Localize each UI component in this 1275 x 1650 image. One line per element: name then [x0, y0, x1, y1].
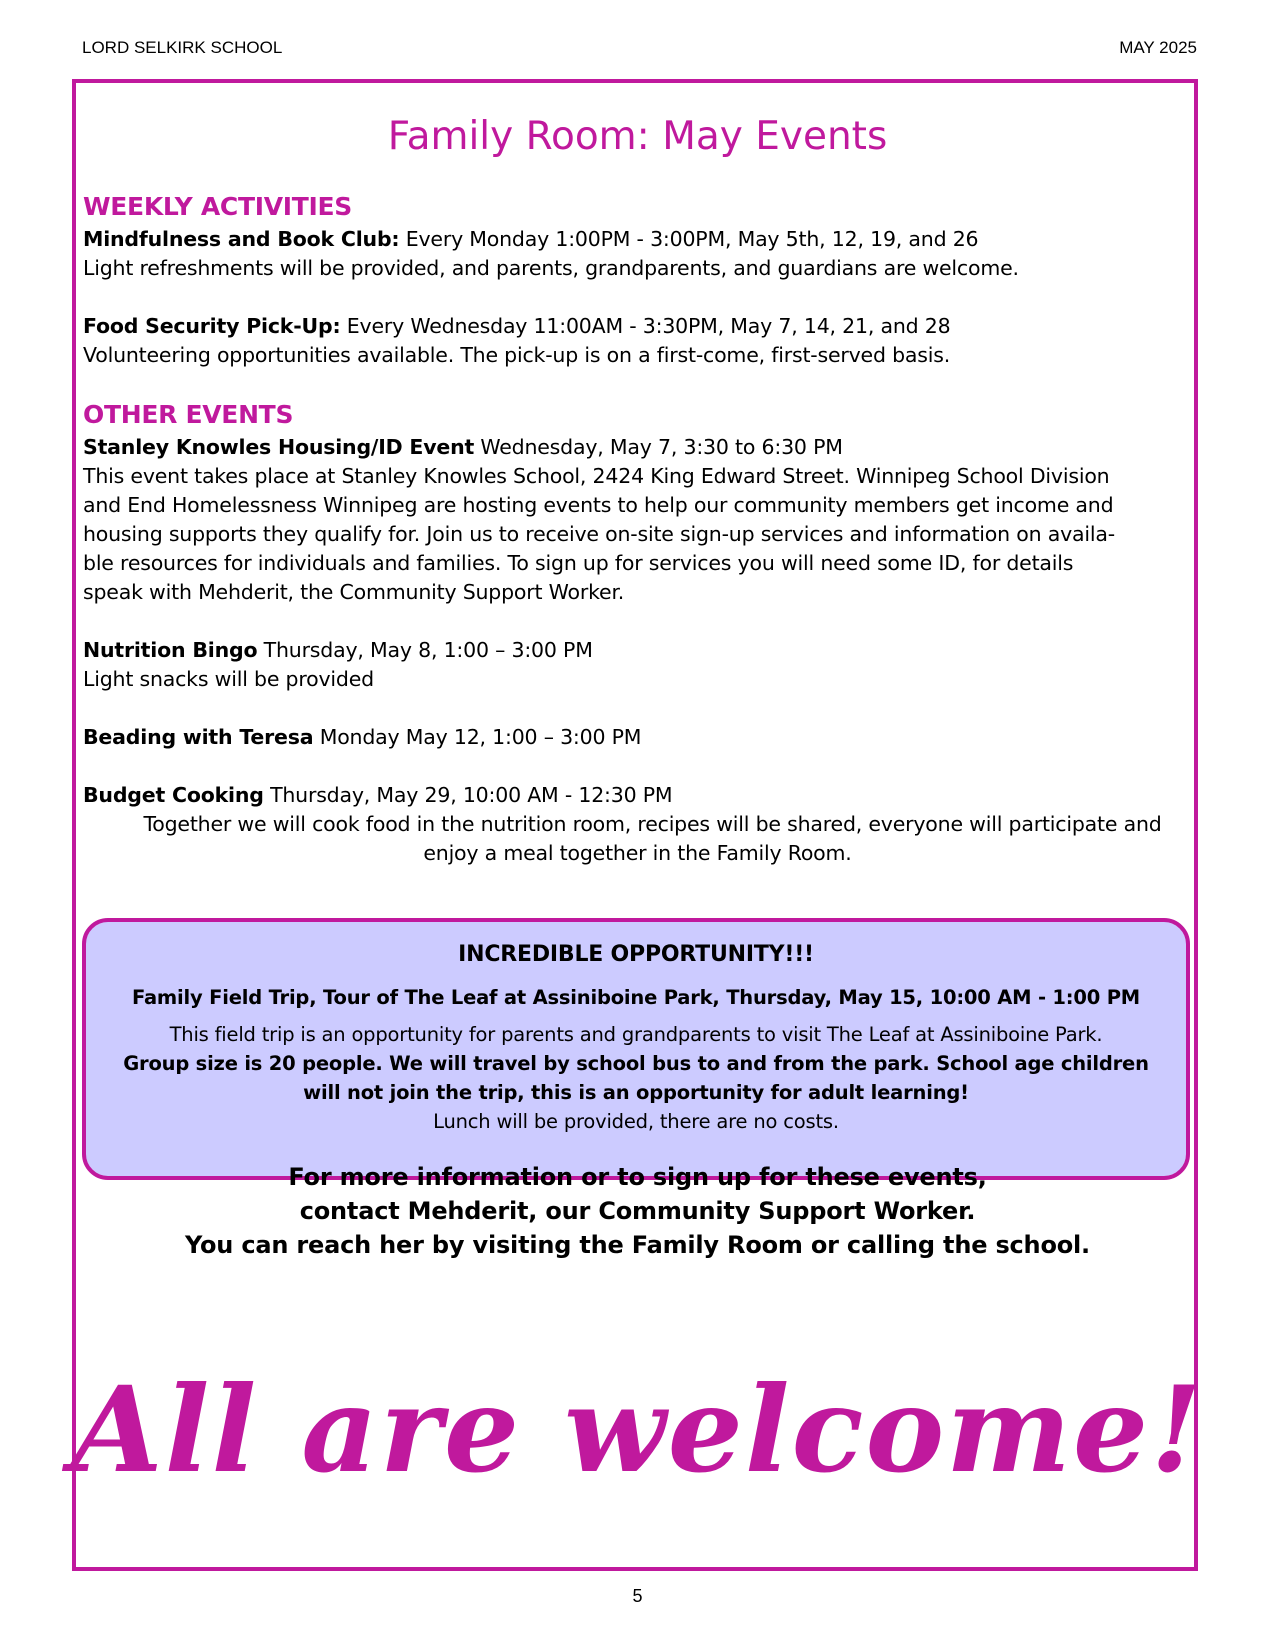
event-beading	[83, 725, 641, 749]
header-school-name: LORD SELKIRK SCHOOL	[82, 38, 283, 57]
opportunity-box	[82, 918, 1190, 1180]
event-description-line: enjoy a meal together in the Family Room.	[423, 841, 852, 865]
weekly-activities-heading: WEEKLY ACTIVITIES	[83, 192, 352, 221]
event-name: Stanley Knowles Housing/ID Event	[83, 435, 475, 459]
field-trip-details: Group size is 20 people. We will travel by school bus to and from the park. School age children	[123, 1052, 1149, 1075]
event-budget-cooking	[83, 783, 672, 807]
event-name: Budget Cooking	[83, 783, 264, 807]
event-description: Volunteering opportunities available. The pick-up is on a first-come, first-served basis.	[83, 343, 951, 367]
event-description: Light snacks will be provided	[83, 667, 374, 691]
event-food-security	[83, 314, 950, 338]
closing-line: contact Mehderit, our Community Support Worker.	[299, 1197, 976, 1225]
closing-line: For more information or to sign up for these events,	[288, 1163, 987, 1191]
event-name: Mindfulness and Book Club:	[83, 227, 400, 251]
event-mindfulness	[83, 227, 978, 251]
field-trip-lunch: Lunch will be provided, there are no costs.	[433, 1110, 839, 1133]
event-description: Light refreshments will be provided, and parents, grandparents, and guardians are welcome.	[83, 256, 1019, 280]
event-time: Every Monday 1:00PM - 3:00PM, May 5th, 12, 19, and 26	[399, 227, 979, 251]
other-events-heading: OTHER EVENTS	[83, 400, 294, 429]
field-trip-details: will not join the trip, this is an opportunity for adult learning!	[303, 1081, 969, 1104]
event-time: Wednesday, May 7, 3:30 to 6:30 PM	[474, 435, 843, 459]
opportunity-heading: INCREDIBLE OPPORTUNITY!!!	[458, 942, 814, 967]
event-description-line: housing supports they qualify for. Join us to receive on-site sign-up services and information on availa-	[83, 522, 1115, 546]
event-description-line: ble resources for individuals and families. To sign up for services you will need some ID, for details	[83, 551, 1074, 575]
event-name: Nutrition Bingo	[83, 638, 258, 662]
page-number: 5	[632, 1586, 643, 1606]
event-nutrition-bingo	[83, 638, 593, 662]
event-name: Beading with Teresa	[83, 725, 314, 749]
event-name: Food Security Pick-Up:	[83, 314, 341, 338]
closing-line: You can reach her by visiting the Family Room or calling the school.	[185, 1231, 1090, 1259]
event-time: Every Wednesday 11:00AM - 3:30PM, May 7, 14, 21, and 28	[340, 314, 951, 338]
field-trip-title: Family Field Trip, Tour of The Leaf at Assiniboine Park, Thursday, May 15, 10:00 AM - 1:00 PM	[131, 986, 1141, 1009]
event-stanley-knowles	[83, 435, 843, 459]
field-trip-description: This field trip is an opportunity for parents and grandparents to visit The Leaf at Assiniboine Park.	[169, 1023, 1103, 1046]
page-title: Family Room: May Events	[387, 114, 888, 159]
event-description-line: Together we will cook food in the nutrition room, recipes will be shared, everyone will participate and	[143, 812, 1162, 836]
event-time: Thursday, May 8, 1:00 – 3:00 PM	[257, 638, 593, 662]
event-time: Monday May 12, 1:00 – 3:00 PM	[313, 725, 642, 749]
event-time: Thursday, May 29, 10:00 AM - 12:30 PM	[263, 783, 673, 807]
all-are-welcome-banner: All are welcome!	[71, 1360, 1204, 1499]
event-description-line: This event takes place at Stanley Knowles School, 2424 King Edward Street. Winnipeg School Division	[83, 464, 1110, 488]
event-description-line: speak with Mehderit, the Community Support Worker.	[83, 580, 625, 604]
header-date: MAY 2025	[1119, 38, 1197, 57]
event-description-line: and End Homelessness Winnipeg are hosting events to help our community members get income and	[83, 493, 1114, 517]
